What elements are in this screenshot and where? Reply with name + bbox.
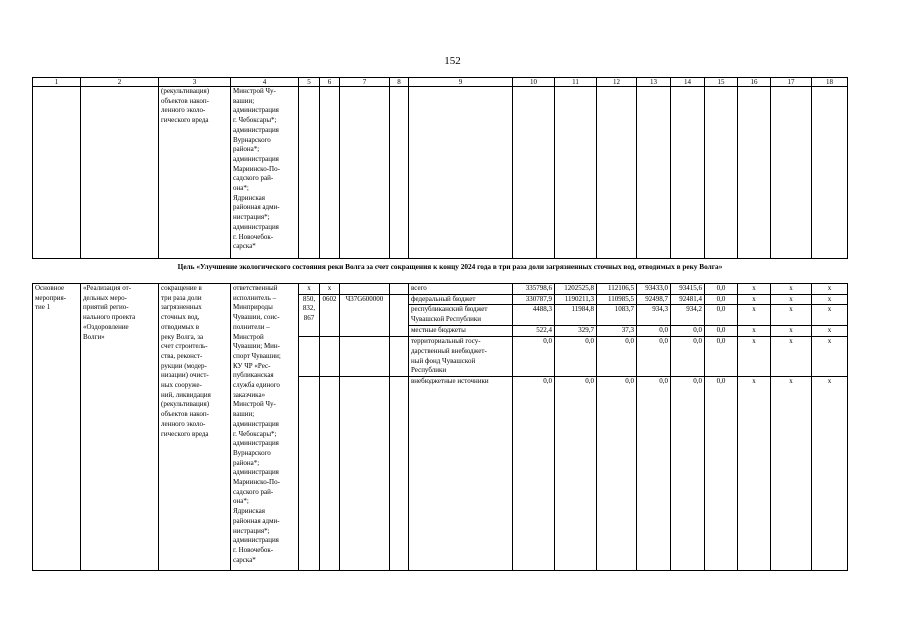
value-cell: x <box>738 326 771 337</box>
column-number: 6 <box>320 78 340 87</box>
column-number: 14 <box>671 78 705 87</box>
value-cell: 37,3 <box>597 326 637 337</box>
column-number: 5 <box>299 78 320 87</box>
continuation-row <box>33 87 848 259</box>
continuation-table <box>32 77 848 259</box>
value-cell: 11984,8 <box>555 305 597 326</box>
column-number-row <box>33 78 848 87</box>
page-number: 152 <box>444 55 461 67</box>
code-cell: Ч37G600000 <box>340 294 390 336</box>
column-number: 7 <box>340 78 390 87</box>
column-number: 2 <box>81 78 159 87</box>
activity-table <box>32 283 848 571</box>
value-cell: 92498,7 <box>637 294 671 305</box>
column-number: 9 <box>409 78 513 87</box>
value-cell: x <box>812 294 848 305</box>
activity-name: «Реализация от- дельных меро- приятий регио- нального проекта «Оздоровление Волги» <box>81 284 159 571</box>
value-cell: 112106,5 <box>597 284 637 295</box>
value-cell: x <box>812 305 848 326</box>
executors-list: Минстрой Чу- вашии; администрация г. Чебоксары*; администрация Вурнарского района*; администрация Мариинско-По- садского рай- она*; Ядринская районная адми- нистрация*; администрация г. Новочебок- сарска* <box>231 87 299 259</box>
value-cell: x <box>771 326 812 337</box>
column-number: 3 <box>159 78 231 87</box>
value-cell: 934,3 <box>637 305 671 326</box>
value-cell: 522,4 <box>513 326 555 337</box>
value-cell: 0,0 <box>513 337 555 377</box>
value-cell: x <box>812 377 848 571</box>
funding-source: всего <box>409 284 513 295</box>
column-number: 10 <box>513 78 555 87</box>
column-number: 15 <box>705 78 738 87</box>
value-cell: 0,0 <box>705 377 738 571</box>
value-cell: 1083,7 <box>597 305 637 326</box>
value-cell: x <box>771 377 812 571</box>
column-number: 16 <box>738 78 771 87</box>
table-row <box>33 284 848 295</box>
column-number: 17 <box>771 78 812 87</box>
value-cell: x <box>738 337 771 377</box>
value-cell: 0,0 <box>637 337 671 377</box>
value-cell: 0,0 <box>705 294 738 305</box>
value-cell: x <box>738 305 771 326</box>
activity-task: сокращение в три раза доли загрязненных сточных вод, отводимых в реку Волга, за счет строитель- ства, реконст- рукции (модер- низации) очист- ных сооруже- ний, ликвидация (рекультивация) объектов накоп- ленного эколо- гического вреда <box>159 284 231 571</box>
activity-number: Основное мероприя- тие 1 <box>33 284 81 571</box>
value-cell: 330787,9 <box>513 294 555 305</box>
value-cell: x <box>771 294 812 305</box>
column-number: 18 <box>812 78 848 87</box>
value-cell: 335798,6 <box>513 284 555 295</box>
value-cell: 0,0 <box>671 326 705 337</box>
funding-source: федеральный бюджет <box>409 294 513 305</box>
column-number: 13 <box>637 78 671 87</box>
activity-executors: ответственный исполнитель – Минприроды Чувашии, соис- полнители – Минстрой Чувашии; Мин- спорт Чувашии; КУ ЧР «Рес- публиканская служба единого заказчика» Минстрой Чу- вашии; администрация г. Чебоксары*; администрация Вурнарского района*; администрация Мариинско-По- садского рай- она*; Ядринская районная адми- нистрация*; администрация г. Новочебок- сарска* <box>231 284 299 571</box>
value-cell: 92481,4 <box>671 294 705 305</box>
funding-source: территориальный госу- дарственный внебюджет- ный фонд Чувашской Республики <box>409 337 513 377</box>
value-cell: 0,0 <box>705 284 738 295</box>
value-cell: 4488,3 <box>513 305 555 326</box>
value-cell: 934,2 <box>671 305 705 326</box>
value-cell: x <box>771 337 812 377</box>
code-cell <box>340 284 390 295</box>
value-cell: 0,0 <box>513 377 555 571</box>
funding-source: республиканский бюджет Чувашской Республики <box>409 305 513 326</box>
code-cell: x <box>299 284 320 295</box>
value-cell: 93433,0 <box>637 284 671 295</box>
value-cell: 0,0 <box>597 337 637 377</box>
code-cell <box>390 294 409 336</box>
value-cell: 110985,5 <box>597 294 637 305</box>
value-cell: x <box>812 326 848 337</box>
task-description: (рекультивация) объектов накоп- ленного эколо- гического вреда <box>159 87 231 259</box>
value-cell: 1190211,3 <box>555 294 597 305</box>
value-cell: x <box>812 337 848 377</box>
value-cell: 93415,6 <box>671 284 705 295</box>
value-cell: 0,0 <box>705 326 738 337</box>
value-cell: x <box>812 284 848 295</box>
value-cell: 0,0 <box>637 326 671 337</box>
goal-heading: Цель «Улучшение экологического состояния реки Волга за счет сокращения к концу 2024 года в три раза доли загрязненных сточных вод, отводимых в реку Волга» <box>177 262 723 271</box>
value-cell: 0,0 <box>671 377 705 571</box>
value-cell: x <box>738 294 771 305</box>
value-cell: 0,0 <box>671 337 705 377</box>
value-cell: 0,0 <box>637 377 671 571</box>
column-number: 12 <box>597 78 637 87</box>
value-cell: 0,0 <box>597 377 637 571</box>
column-number: 11 <box>555 78 597 87</box>
value-cell: 1202525,8 <box>555 284 597 295</box>
value-cell: x <box>771 305 812 326</box>
code-cell <box>390 284 409 295</box>
value-cell: x <box>771 284 812 295</box>
code-cell: 0602 <box>320 294 340 336</box>
code-cell: x <box>320 284 340 295</box>
funding-source: местные бюджеты <box>409 326 513 337</box>
column-number: 4 <box>231 78 299 87</box>
value-cell: 0,0 <box>555 377 597 571</box>
value-cell: x <box>738 284 771 295</box>
value-cell: 329,7 <box>555 326 597 337</box>
value-cell: 0,0 <box>705 337 738 377</box>
funding-source: внебюджетные источники <box>409 377 513 571</box>
column-number: 1 <box>33 78 81 87</box>
value-cell: 0,0 <box>555 337 597 377</box>
value-cell: 0,0 <box>705 305 738 326</box>
value-cell: x <box>738 377 771 571</box>
column-number: 8 <box>390 78 409 87</box>
code-cell: 850, 832, 867 <box>299 294 320 336</box>
